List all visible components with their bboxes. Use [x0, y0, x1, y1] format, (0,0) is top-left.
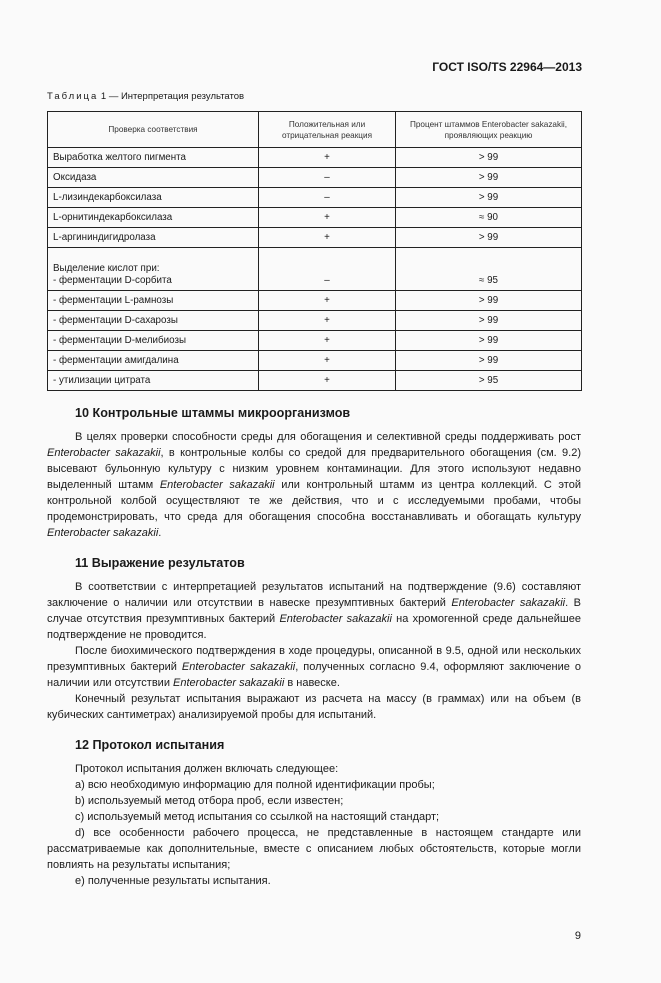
cell-test-label: - утилизации цитрата: [53, 374, 151, 386]
cell-test-label: - ферментации L-рамнозы: [53, 294, 174, 306]
section-12: [47, 737, 581, 889]
section-10: [47, 405, 581, 541]
cell-percent: > 99: [396, 311, 582, 331]
cell-reaction: –: [259, 188, 396, 208]
paragraph: [47, 579, 581, 643]
section-heading: 10 Контрольные штаммы микроорганизмов: [75, 406, 351, 420]
cell-test: [48, 371, 259, 391]
column-header-percent: Процент штаммов Enterobacter sakazakii, проявляющих реакцию: [396, 112, 582, 148]
species-name: Enterobacter sakazakii: [173, 677, 285, 689]
cell-test-label: L-лизиндекарбоксилаза: [53, 191, 162, 203]
text-segment: d) все особенности рабочего процесса, не представленные в настоящем стандарте или рассматриваемые как дополнительные, вместе с описанием любых обстоятельств, которые могли повлиять на результаты испытания;: [47, 827, 581, 871]
cell-percent: > 99: [396, 168, 582, 188]
text-segment: или контрольный штамм из центра коллекций. С этой контрольной колбой осуществляют те же действия, что и с исследуемыми пробами, чтобы продемонстрировать, что среда для обогащения способна восстанавливать и обогащать культуру: [47, 479, 581, 523]
cell-test: [48, 188, 259, 208]
text-segment: , полученных согласно 9.4, оформляют заключение о наличии или отсутствии: [47, 661, 582, 689]
paragraph: [47, 761, 581, 777]
cell-percent: > 99: [396, 188, 582, 208]
text-segment: , в контрольные колбы со средой для предварительного обогащения (см. 9.2) высевают бульонную культуру с низким уровнем контаминации. Для этого используют недавно выделенный штамм: [47, 447, 581, 491]
species-name: Enterobacter sakazakii: [159, 479, 275, 491]
species-name: Enterobacter sakazakii: [47, 447, 161, 459]
table-row: [48, 291, 582, 311]
cell-reaction: –: [259, 248, 396, 291]
section-11: [47, 555, 581, 723]
table-row: [48, 248, 582, 291]
cell-percent: > 99: [396, 148, 582, 168]
cell-percent: ≈ 95: [396, 248, 582, 291]
text-segment: e) полученные результаты испытания.: [75, 875, 271, 887]
cell-test: [48, 311, 259, 331]
cell-percent: > 99: [396, 291, 582, 311]
cell-percent: ≈ 90: [396, 208, 582, 228]
table-row: [48, 311, 582, 331]
cell-test-label: - ферментации D-сорбита: [53, 275, 172, 286]
cell-reaction: +: [259, 291, 396, 311]
table-row: [48, 148, 582, 168]
text-segment: b) используемый метод отбора проб, если известен;: [75, 795, 344, 807]
text-segment: В целях проверки способности среды для обогащения и селективной среды поддерживать рост: [75, 431, 581, 443]
cell-test-label: L-аргининдигидролаза: [53, 231, 156, 243]
table-row: [48, 371, 582, 391]
cell-group-label: Выделение кислот при:: [53, 263, 160, 274]
text-segment: на хромогенной среде дальнейшее подтверждение не проводится.: [47, 613, 581, 641]
cell-test: [48, 291, 259, 311]
cell-test-label: Оксидаза: [53, 171, 97, 183]
cell-test: [48, 228, 259, 248]
table-row: [48, 208, 582, 228]
results-table: [47, 111, 582, 391]
cell-test-label: - ферментации D-сахарозы: [53, 314, 178, 326]
paragraph: [47, 643, 581, 691]
table-row: [48, 228, 582, 248]
section-heading: 11 Выражение результатов: [75, 556, 245, 570]
caption-title: 1 — Интерпретация результатов: [100, 91, 245, 102]
text-segment: в навеске.: [284, 677, 340, 689]
cell-reaction: +: [259, 311, 396, 331]
cell-percent: > 99: [396, 331, 582, 351]
species-name: Enterobacter sakazakii: [279, 613, 392, 625]
paragraph: [47, 873, 581, 889]
cell-test: [48, 351, 259, 371]
paragraph: [47, 691, 581, 723]
cell-test: [48, 168, 259, 188]
paragraph: [47, 793, 581, 809]
table-row: [48, 168, 582, 188]
cell-test-label: - ферментации D-мелибиозы: [53, 334, 186, 346]
cell-test: [48, 331, 259, 351]
table-row: [48, 351, 582, 371]
species-name: Enterobacter sakazakii: [47, 527, 159, 539]
table-caption: [47, 91, 582, 103]
column-header-reaction: Положительная или отрицательная реакция: [259, 112, 396, 148]
table-row: [48, 331, 582, 351]
document-id: ГОСТ ISO/TS 22964—2013: [432, 60, 582, 74]
cell-test-label: L-орнитиндекарбоксилаза: [53, 211, 173, 223]
page-number: 9: [574, 930, 581, 942]
text-segment: Конечный результат испытания выражают из расчета на массу (в граммах) или на объем (в кубических сантиметрах) анализируемой пробы для испытаний.: [47, 693, 581, 721]
cell-reaction: –: [259, 168, 396, 188]
cell-reaction: +: [259, 148, 396, 168]
cell-reaction: +: [259, 371, 396, 391]
cell-test: [48, 148, 259, 168]
caption-prefix: Таблица: [47, 91, 99, 102]
cell-test: [48, 248, 259, 291]
text-segment: a) всю необходимую информацию для полной идентификации пробы;: [75, 779, 435, 791]
cell-test: [48, 208, 259, 228]
text-segment: Протокол испытания должен включать следующее:: [75, 763, 339, 775]
table-row: [48, 188, 582, 208]
text-segment: c) используемый метод испытания со ссылкой на настоящий стандарт;: [75, 811, 440, 823]
cell-reaction: +: [259, 351, 396, 371]
paragraph: [47, 825, 581, 873]
species-name: Enterobacter sakazakii: [181, 661, 296, 673]
cell-percent: > 99: [396, 351, 582, 371]
column-header-test: Проверка соответствия: [48, 112, 259, 148]
paragraph: [47, 777, 581, 793]
species-name: Enterobacter sakazakii: [451, 597, 566, 609]
cell-percent: > 95: [396, 371, 582, 391]
text-segment: . В случае отсутствия презумптивных бактерий: [47, 597, 581, 625]
text-segment: После биохимического подтверждения в ходе процедуры, описанной в 9.5, одной или нескольких презумптивных бактерий: [47, 645, 581, 673]
text-segment: .: [158, 527, 162, 539]
cell-percent: > 99: [396, 228, 582, 248]
paragraph: [47, 809, 581, 825]
text-segment: В соответствии с интерпретацией результатов испытаний на подтверждение (9.6) составляют заключение о наличии или отсутствии в навеске презумптивных бактерий: [47, 581, 581, 609]
cell-reaction: +: [259, 331, 396, 351]
cell-reaction: +: [259, 228, 396, 248]
cell-test-label: Выработка желтого пигмента: [53, 151, 186, 163]
cell-test-label: - ферментации амигдалина: [53, 354, 179, 366]
cell-reaction: +: [259, 208, 396, 228]
section-heading: 12 Протокол испытания: [75, 738, 225, 752]
paragraph: [47, 429, 581, 541]
